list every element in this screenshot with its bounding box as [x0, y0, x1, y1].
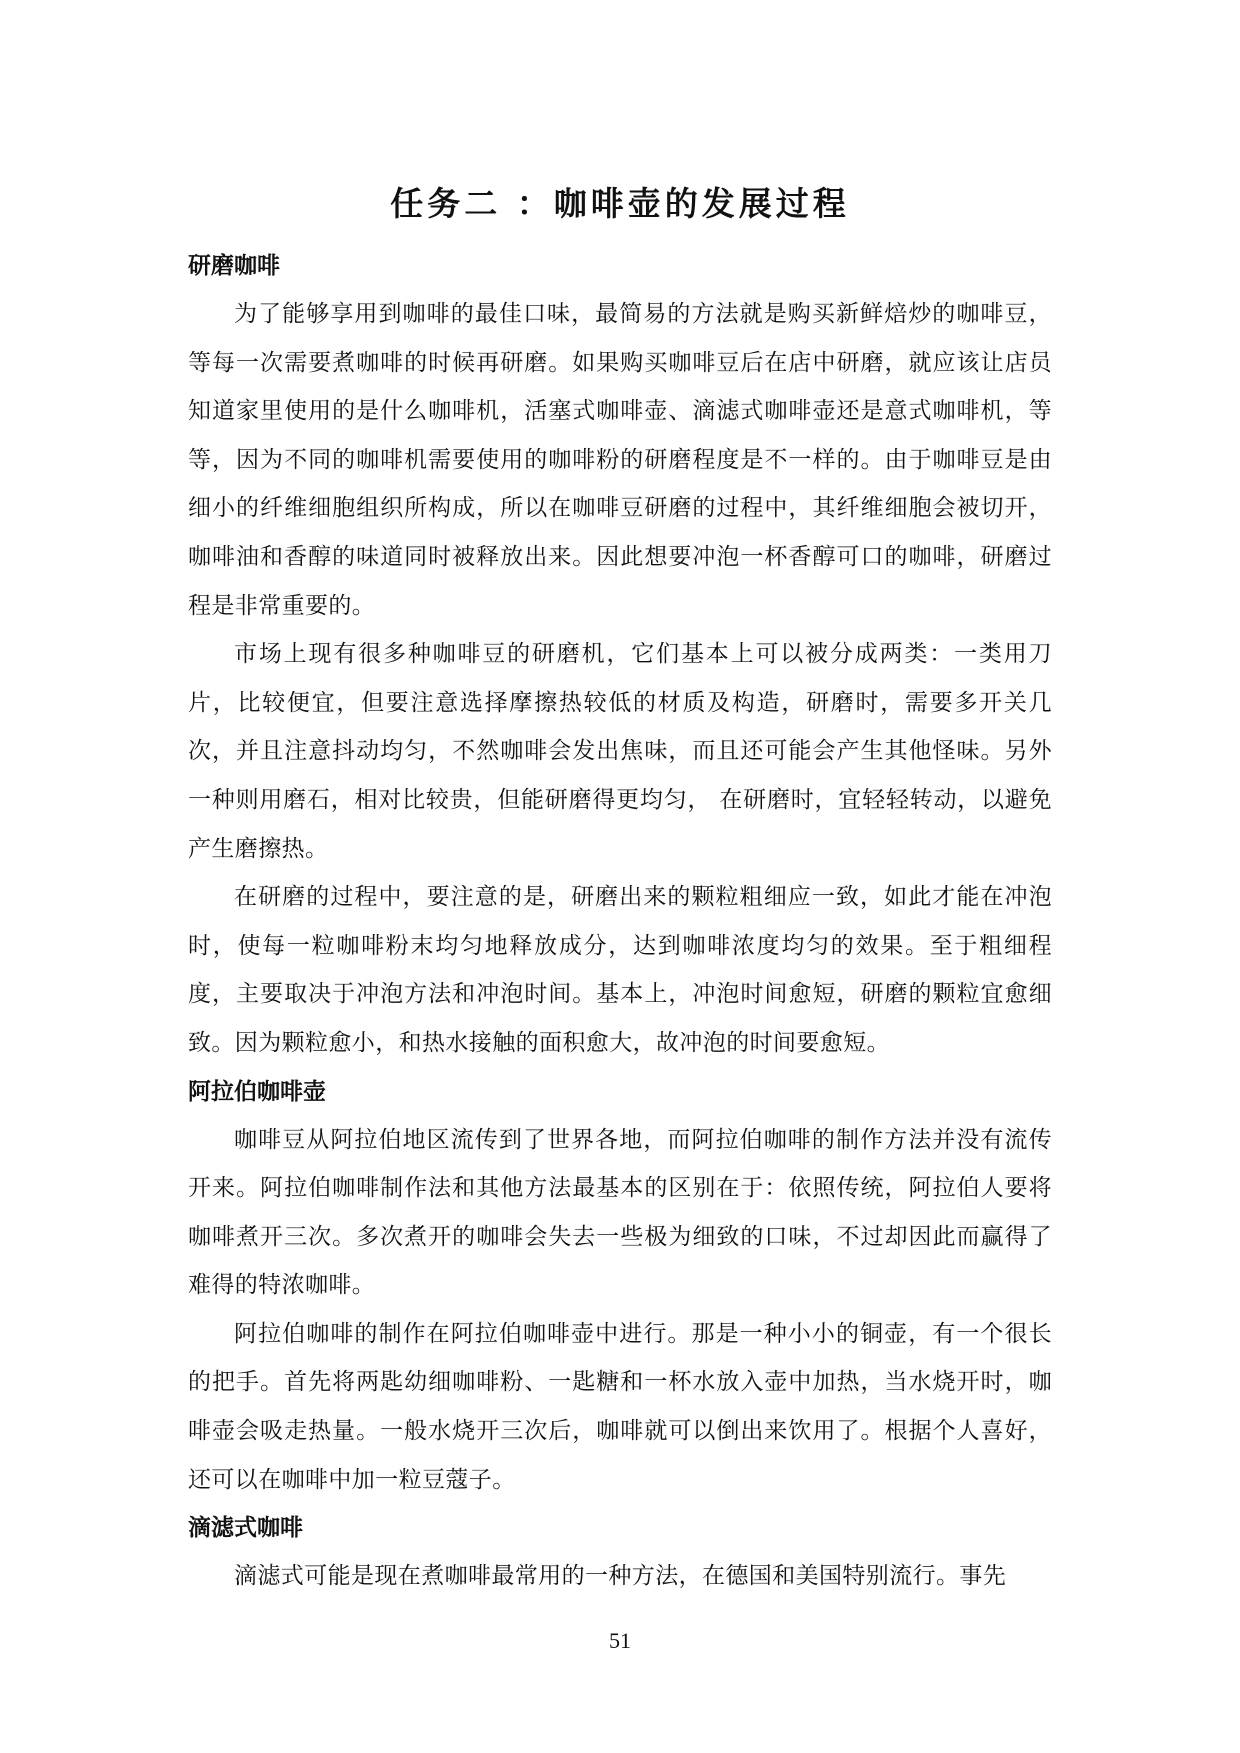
- paragraph: 滴滤式可能是现在煮咖啡最常用的一种方法，在德国和美国特别流行。事先: [234, 1563, 1007, 1590]
- page-title: 任务二 ：咖啡壶的发展过程: [390, 184, 850, 224]
- document-body: [188, 242, 1052, 1601]
- page-number: 51: [609, 1628, 631, 1653]
- paragraph: 在研磨的过程中，要注意的是，研磨出来的颗粒粗细应一致，如此才能在冲泡时，使每一粒咖啡粉末均匀地释放成分，达到咖啡浓度均匀的效果。至于粗细程度，主要取决于冲泡方法和冲泡时间。基本上，冲泡时间愈短，研磨的颗粒宜愈细致。因为颗粒愈小，和热水接触的面积愈大，故冲泡的时间要愈短。: [188, 884, 1052, 1056]
- section-heading-grinding: 研磨咖啡: [188, 253, 280, 279]
- paragraph: 市场上现有很多种咖啡豆的研磨机，它们基本上可以被分成两类：一类用刀片，比较便宜，但要注意选择摩擦热较低的材质及构造，研磨时，需要多开关几次，并且注意抖动均匀，不然咖啡会发出焦味，而且还可能会产生其他怪味。另外一种则用磨石，相对比较贵，但能研磨得更均匀， 在研磨时，宜轻轻转动，以避免产生磨擦热。: [188, 641, 1052, 862]
- paragraph: 为了能够享用到咖啡的最佳口味，最简易的方法就是购买新鲜焙炒的咖啡豆，等每一次需要煮咖啡的时候再研磨。如果购买咖啡豆后在店中研磨，就应该让店员知道家里使用的是什么咖啡机，活塞式咖啡壶、滴滤式咖啡壶还是意式咖啡机，等等，因为不同的咖啡机需要使用的咖啡粉的研磨程度是不一样的。由于咖啡豆是由细小的纤维细胞组织所构成，所以在咖啡豆研磨的过程中，其纤维细胞会被切开，咖啡油和香醇的味道同时被释放出来。因此想要冲泡一杯香醇可口的咖啡，研磨过程是非常重要的。: [188, 301, 1052, 619]
- section-heading-arabic-pot: 阿拉伯咖啡壶: [188, 1078, 326, 1105]
- paragraph: 咖啡豆从阿拉伯地区流传到了世界各地，而阿拉伯咖啡的制作方法并没有流传开来。阿拉伯咖啡制作法和其他方法最基本的区别在于：依照传统，阿拉伯人要将咖啡煮开三次。多次煮开的咖啡会失去一些极为细致的口味，不过却因此而赢得了难得的特浓咖啡。: [188, 1126, 1052, 1299]
- paragraph: 阿拉伯咖啡的制作在阿拉伯咖啡壶中进行。那是一种小小的铜壶，有一个很长的把手。首先将两匙幼细咖啡粉、一匙糖和一杯水放入壶中加热，当水烧开时，咖啡壶会吸走热量。一般水烧开三次后，咖啡就可以倒出来饮用了。根据个人喜好，还可以在咖啡中加一粒豆蔻子。: [188, 1320, 1052, 1493]
- section-heading-drip: 滴滤式咖啡: [188, 1515, 303, 1542]
